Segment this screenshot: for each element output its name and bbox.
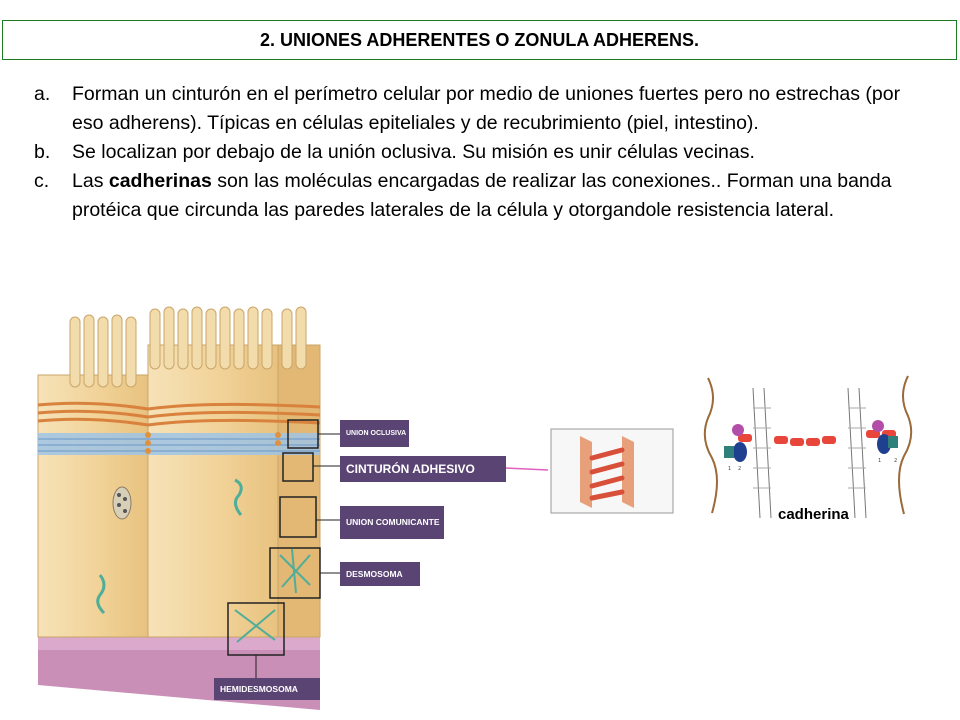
svg-text:2: 2 <box>894 458 898 464</box>
cadherina-caption: cadherina <box>778 506 849 523</box>
list-marker: c. <box>34 170 50 192</box>
list-text: Las cadherinas son las moléculas encargadas de realizar las conexiones.. Forman una banda protéica que circunda las paredes laterales de la célula y otorgandole resistencia lateral. <box>72 170 892 221</box>
slide-title: 2. UNIONES ADHERENTES O ZONULA ADHERENS. <box>259 29 700 50</box>
svg-text:1: 1 <box>728 466 732 472</box>
list-text: Se localizan por debajo de la unión oclusiva. Su misión es unir células vecinas. <box>72 141 755 163</box>
label-union-oclusiva: UNION OCLUSIVA <box>340 420 409 447</box>
label-union-comunicante: UNION COMUNICANTE <box>340 506 444 539</box>
list-text: Forman un cinturón en el perímetro celular por medio de uniones fuertes pero no estrechas (por eso adherens). Típicas en células epiteliales y de recubrimiento (piel, intestino). <box>72 83 901 134</box>
label-cinturon-adhesivo: CINTURÓN ADHESIVO <box>340 456 506 482</box>
list-marker: b. <box>34 141 51 163</box>
list-marker: a. <box>34 83 51 105</box>
cadherin-zoom-inset <box>550 428 674 514</box>
cadherin-molecular-diagram <box>698 368 922 520</box>
label-hemidesmosoma: HEMIDESMOSOMA <box>214 678 320 700</box>
svg-text:1: 1 <box>878 458 882 464</box>
svg-text:2: 2 <box>738 466 742 472</box>
label-desmosoma: DESMOSOMA <box>340 562 420 586</box>
